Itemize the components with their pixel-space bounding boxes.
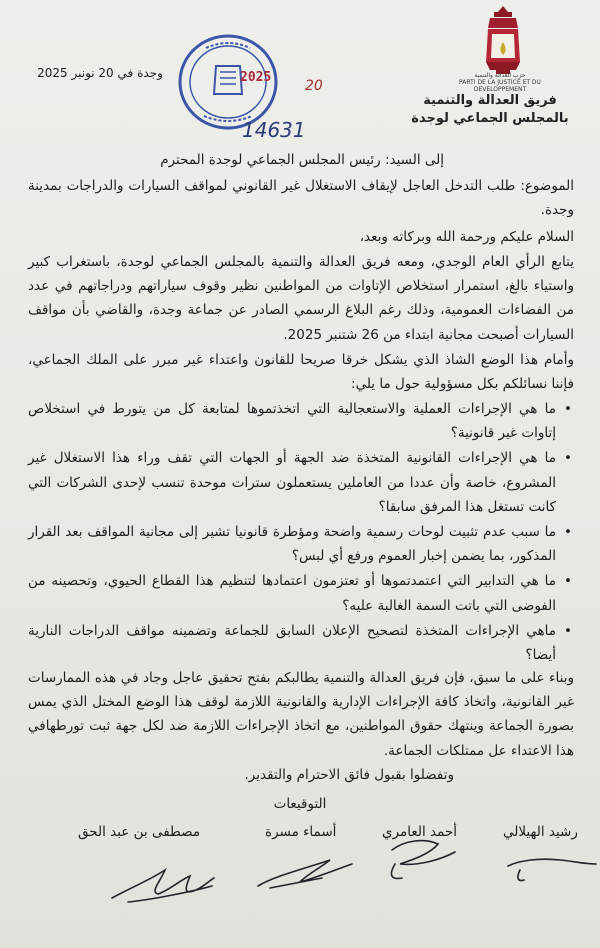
signer-name: مصطفى بن عبد الحق [78, 824, 201, 840]
stamp-date: 2025 [240, 70, 272, 85]
signatures-title: التوقيعات [273, 796, 327, 812]
party-name-french-small: PARTI DE LA JUSTICE ET DU DEVELOPPEMENT [459, 79, 541, 93]
subject-text: طلب التدخل العاجل لإيقاف الاستغلال غير القانوني لمواقف السيارات والدراجات بمدينة وجدة. [28, 178, 574, 219]
greeting: السلام عليكم ورحمة الله وبركاته وبعد، [359, 229, 574, 245]
question-item: • ما هي الإجراءات القانونية المتخذة ضد الجهة أو الجهات التي تقف وراء هذا الاستغلال غير المشروع، خاصة وأن عددا من العاملين يستعملون سترات موحدة تنسب لإحدى الشركات التي كانت تستغل هذا المرفق سابقا؟ [28, 446, 574, 519]
signature-mostafa [112, 870, 214, 902]
subject [28, 174, 574, 222]
signer-name: أسماء مسرة [265, 824, 337, 840]
question-item: • ما سبب عدم تثبيت لوحات رسمية واضحة ومؤطرة قانونيا تشير إلى مجانية المواقف بعد القرار المذكور، بما يضمن إخبار العموم ورفع أي لبس؟ [28, 520, 574, 568]
party-name-arabic-small: حزب العدالة والتنمية [474, 72, 526, 79]
subject-label: الموضوع: [520, 178, 574, 194]
signature-rachid [508, 859, 596, 880]
signature-asmaa [258, 860, 352, 888]
signer-name: أحمد العامري [382, 824, 458, 840]
closing: وتفضلوا بقبول فائق الاحترام والتقدير. [244, 767, 454, 783]
paragraph-3: وبناء على ما سبق، فإن فريق العدالة والتنمية يطالبكم بفتح تحقيق عاجل وجاد في هذه الممارسات غير القانونية، واتخاذ كافة الإجراءات الإدارية والقانونية اللازمة لوقف هذا الوضع المختل الذي يمس بصورة الجماعة وينتهك حقوق المواطنين، مع اتخاذ الإجراءات اللازمة ضد لكل جهة ثبت تورطهافي هذا الاعتداء عل ممتلكات الجماعة. [28, 670, 574, 759]
questions-list [28, 397, 574, 668]
team-name-line2: بالمجلس الجماعي لوجدة [411, 111, 569, 126]
signer-name: رشيد الهيلالي [503, 824, 578, 840]
paragraph-2: وأمام هذا الوضع الشاذ الذي يشكل خرقا صريحا للقانون واعتداء غير مبرر على الملك الجماعي، فإننا نسائلكم بكل مسؤولية حول ما يلي: [28, 352, 574, 393]
question-item: • ما هي الإجراءات العملية والاستعجالية التي اتخذتموها لمتابعة كل من يتورط في استخلاص إتاوات غير قانونية؟ [28, 397, 574, 445]
handwritten-signatures [0, 830, 600, 940]
team-name [405, 92, 575, 128]
stamp-registration-number: 14631 [242, 118, 306, 142]
party-small-name [440, 72, 560, 93]
question-item: • ما هي التدابير التي اعتمدتموها أو تعتزمون اعتمادها لتنظيم هذا القطاع الحيوي، وتحصينه من الفوضى التي باتت السمة الغالبة عليه؟ [28, 569, 574, 617]
signature-ahmed [391, 841, 455, 879]
letter-date: وجدة في 20 نونبر 2025 [37, 66, 163, 80]
paragraph-1: يتابع الرأي العام الوجدي، ومعه فريق العدالة والتنمية بالمجلس الجماعي لوجدة، باستغراب كبير واستياء بالغ، استمرار استخلاص الإتاوات من المواطنين نظير وقوف سياراتهم ودراجاتهم في عدد من الفضاءات العمومية، وذلك رغم البلاغ الرسمي الصادر عن جماعة وجدة، والقاضي بأن مواقف السيارات أصبحت مجانية ابتداء من 26 شتنبر 2025. [28, 254, 574, 343]
stamp-handwritten-day: 20 [305, 78, 323, 94]
team-name-line1: فريق العدالة والتنمية [423, 93, 557, 108]
addressee: إلى السيد: رئيس المجلس الجماعي لوجدة المحترم [160, 152, 444, 168]
question-item: • ماهي الإجراءات المتخذة لتصحيح الإعلان السابق للجماعة وتضمينه مواقف الدراجات النارية أيضا؟ [28, 619, 574, 667]
